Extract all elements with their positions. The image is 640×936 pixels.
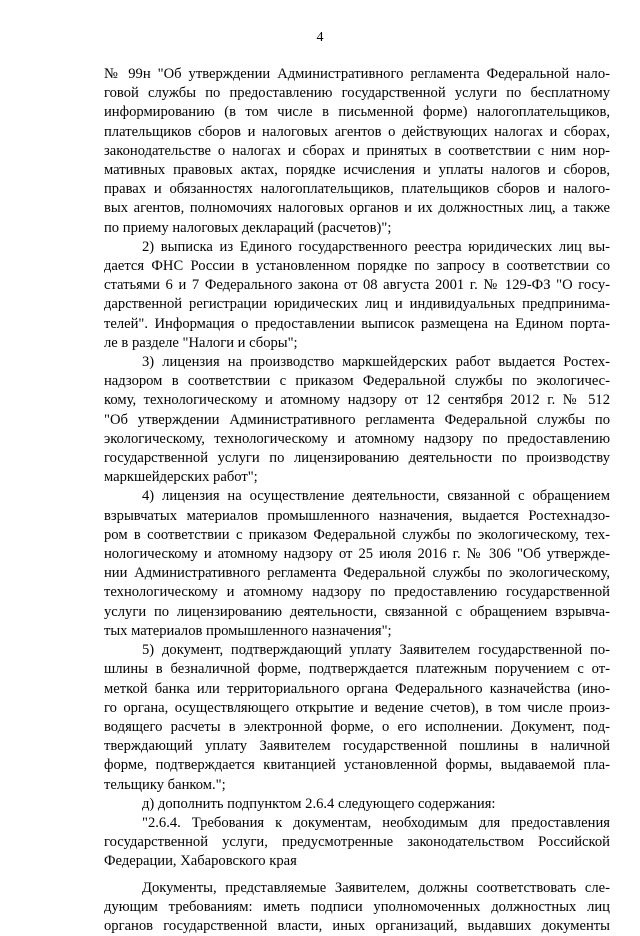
text-line: тельщику банком."; (104, 776, 226, 793)
text-line: надзором в соответствии с приказом Федеральной службы по экологичес- (104, 373, 610, 390)
document-body (104, 65, 610, 936)
text-line: 5) документ, подтверждающий уплату Заявителем государственной по- (142, 642, 610, 659)
text-line: "Об утверждении Административного регламента Федеральной службы по (104, 411, 610, 428)
text-line: правах и обязанностях налогоплательщиков, плательщиков сборов и налого- (104, 181, 610, 198)
text-line: "2.6.4. Требования к документам, необходимым для предоставления (142, 814, 610, 831)
text-line: услуги по лицензированию деятельности, связанной с обращением взрывча- (104, 603, 610, 620)
text-line: говой службы по предоставлению государственной услуги по бесплатному (104, 85, 610, 102)
text-line: Федерации, Хабаровского края (104, 853, 297, 870)
text-line: взрывчатых материалов промышленного назначения, выдается Ростехнадзо- (104, 507, 610, 524)
text-line: мативных правовых актах, порядке исчисления и уплаты налогов и сборов, (104, 162, 610, 179)
text-line: плательщиков сборов и налоговых агентов о действующих налогах и сборах, (104, 123, 610, 140)
text-line: Документы, представляемые Заявителем, должны соответствовать сле- (142, 879, 610, 896)
text-line: тых материалов промышленного назначения"; (104, 622, 392, 639)
text-line: ле в разделе "Налоги и сборы"; (104, 334, 298, 351)
text-line: технологическому и атомному надзору по предоставлению государственной (104, 584, 610, 601)
text-line: нологическому и атомному надзору от 25 июля 2016 г. № 306 "Об утвержде- (104, 546, 610, 563)
text-line: форме, подтверждается квитанцией установленной формы, выдаваемой пла- (104, 757, 610, 774)
text-line: дается ФНС России в установленном порядке по запросу в соответствии со (104, 258, 610, 275)
text-line: 2) выписка из Единого государственного реестра юридических лиц вы- (142, 238, 610, 255)
text-line: водящего расчеты в электронной форме, о его исполнении. Документ, под- (104, 718, 610, 735)
text-line: маркшейдерских работ"; (104, 469, 258, 486)
text-line: статьями 6 и 7 Федерального закона от 08 августа 2001 г. № 129-ФЗ "О госу- (104, 277, 610, 294)
text-line: кому, технологическому и атомному надзору от 12 сентября 2012 г. № 512 (104, 392, 610, 409)
text-line: нии Административного регламента Федеральной службы по экологическому, (104, 565, 610, 582)
text-line: экологическому, технологическому и атомному надзору по предоставлению (104, 430, 610, 447)
text-line: № 99н "Об утверждении Административного регламента Федеральной нало- (104, 66, 610, 82)
text-line: 3) лицензия на производство маркшейдерских работ выдается Ростех- (142, 354, 610, 371)
text-line: вых агентов, полномочиях налоговых органов и их должностных лиц, а также (104, 200, 610, 217)
text-line: по приему налоговых деклараций (расчетов)"; (104, 219, 392, 236)
text-line: органов государственной власти, иных организаций, выдавших документы (104, 917, 610, 934)
text-line: шлины в безналичной форме, подтверждается платежным поручением с от- (104, 661, 610, 678)
text-line: дующим требованиям: иметь подписи уполномоченных должностных лиц (104, 898, 610, 915)
text-line: государственной услуги по лицензированию деятельности по производству (104, 450, 610, 467)
text-line: информированию (в том числе в письменной форме) налогоплательщиков, (104, 104, 610, 121)
text-line: д) дополнить подпунктом 2.6.4 следующего содержания: (142, 795, 496, 812)
text-line: ром в соответствии с приказом Федеральной службы по экологическому, тех- (104, 526, 610, 543)
page-number: 4 (316, 30, 324, 45)
text-line: 4) лицензия на осуществление деятельности, связанной с обращением (142, 488, 610, 505)
text-line: тверждающий уплату Заявителем государственной пошлины в наличной (104, 738, 610, 755)
text-line: меткой банка или территориального органа Федерального казначейства (ино- (104, 680, 610, 697)
text-line: государственной услуги, предусмотренные законодательством Российской (104, 834, 610, 851)
text-line: дарственной регистрации юридических лиц и индивидуальных предпринима- (104, 296, 610, 313)
text-line: телей". Информация о предоставлении выписок размещена на Едином порта- (104, 315, 610, 332)
text-line: го органа, осуществляющего открытие и ведение счетов), в том числе произ- (104, 699, 610, 716)
text-line: законодательстве о налогах и сборах и принятых в соответствии с ним нор- (104, 142, 610, 159)
